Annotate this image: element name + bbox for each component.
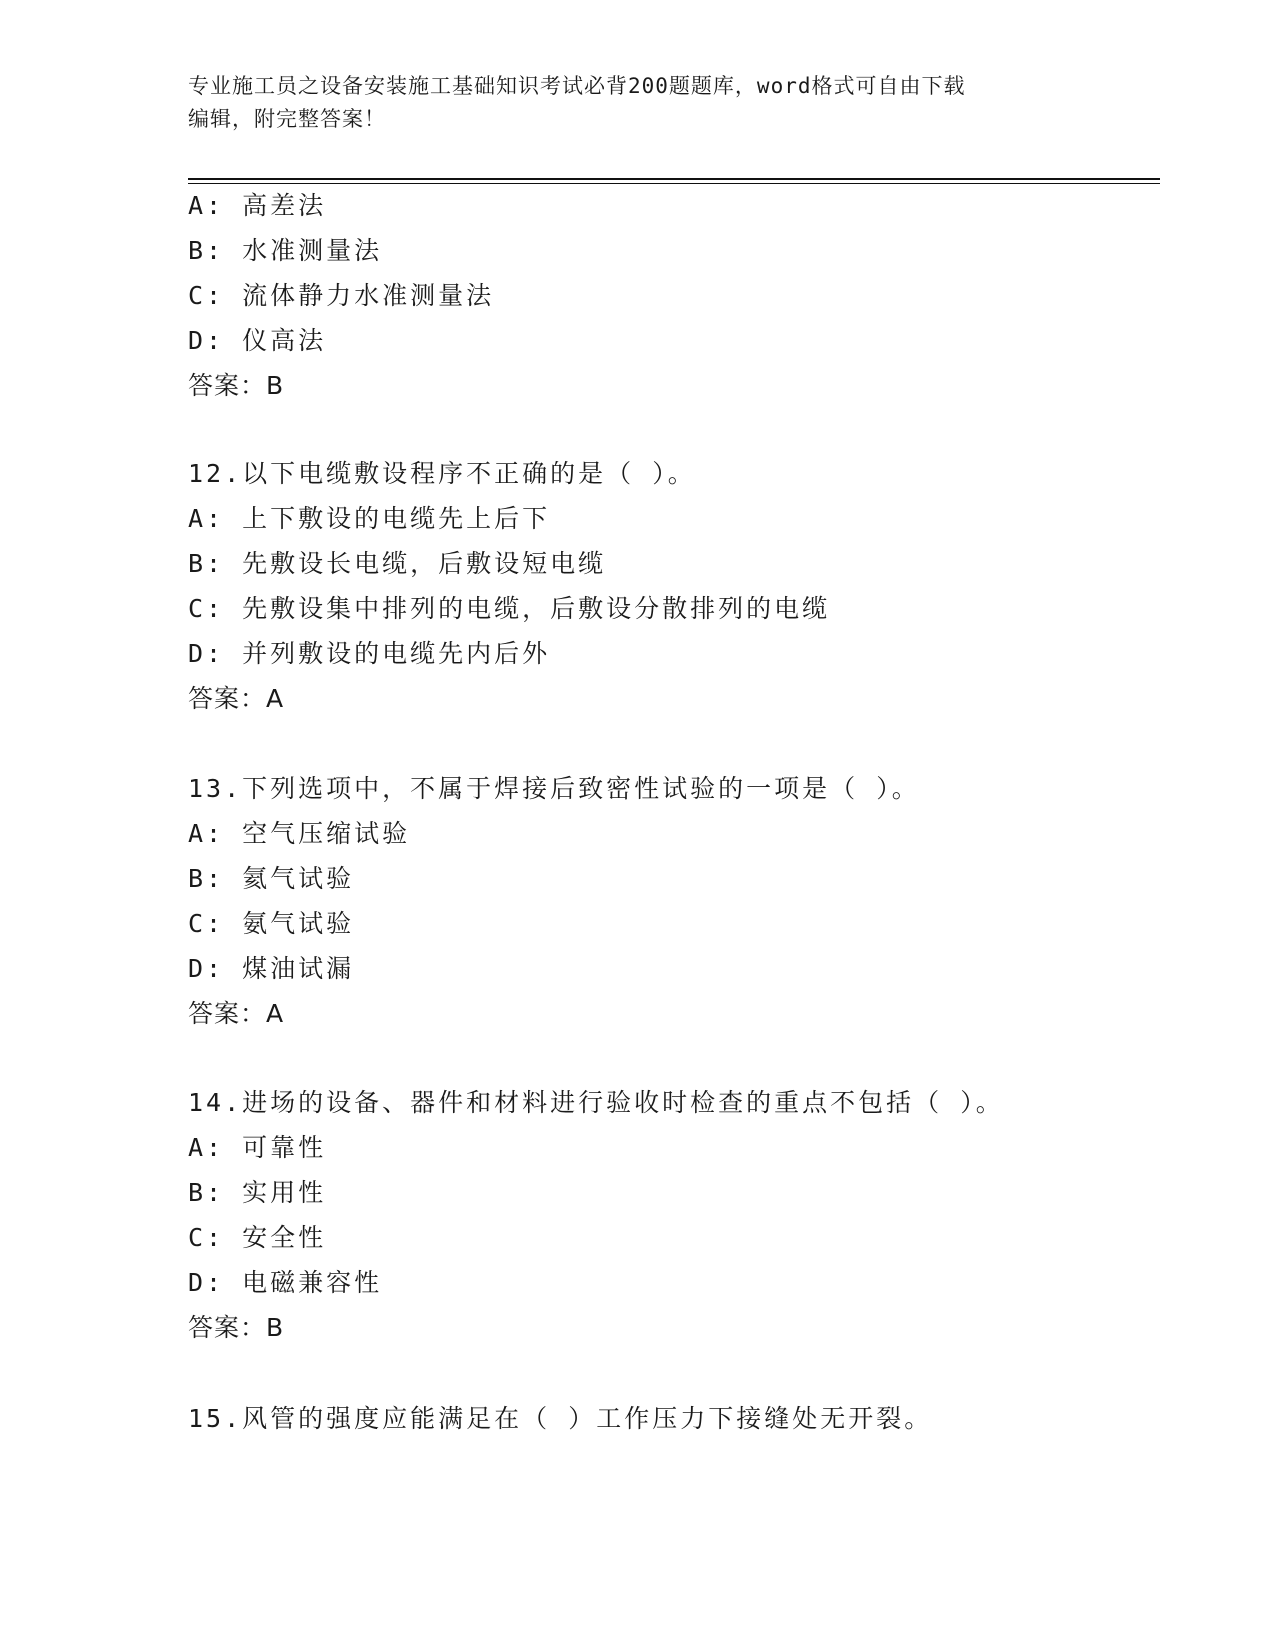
q14-answer: 答案：B xyxy=(188,1313,285,1342)
q11-answer: 答案：B xyxy=(188,371,285,400)
q14-option-a: A: 可靠性 xyxy=(188,1133,327,1162)
header-divider-thick xyxy=(188,178,1160,180)
q15-question: 15.风管的强度应能满足在（ ）工作压力下接缝处无开裂。 xyxy=(188,1404,933,1433)
q13-option-d: D: 煤油试漏 xyxy=(188,954,355,983)
document-header xyxy=(188,70,1088,136)
q11-option-b: B: 水准测量法 xyxy=(188,236,383,265)
q12-option-d: D: 并列敷设的电缆先内后外 xyxy=(188,639,551,668)
q13-question: 13.下列选项中，不属于焊接后致密性试验的一项是（ ）。 xyxy=(188,774,920,803)
q11-option-c: C: 流体静力水准测量法 xyxy=(188,281,495,310)
q13-option-c: C: 氨气试验 xyxy=(188,909,355,938)
q13-answer: 答案：A xyxy=(188,999,285,1028)
q14-question: 14.进场的设备、器件和材料进行验收时检查的重点不包括（ ）。 xyxy=(188,1088,1004,1117)
header-title-line-1: 专业施工员之设备安装施工基础知识考试必背200题题库，word格式可自由下载 xyxy=(188,74,966,98)
q14-option-c: C: 安全性 xyxy=(188,1223,327,1252)
q14-option-d: D: 电磁兼容性 xyxy=(188,1268,383,1297)
q13-option-a: A: 空气压缩试验 xyxy=(188,819,411,848)
q12-option-b: B: 先敷设长电缆，后敷设短电缆 xyxy=(188,549,607,578)
q14-option-b: B: 实用性 xyxy=(188,1178,327,1207)
header-divider-thin xyxy=(188,183,1160,184)
q11-option-d: D: 仪高法 xyxy=(188,326,327,355)
q12-question: 12.以下电缆敷设程序不正确的是（ ）。 xyxy=(188,459,696,488)
q11-option-a: A: 高差法 xyxy=(188,191,327,220)
q12-option-c: C: 先敷设集中排列的电缆，后敷设分散排列的电缆 xyxy=(188,594,831,623)
q12-option-a: A: 上下敷设的电缆先上后下 xyxy=(188,504,551,533)
q13-option-b: B: 氦气试验 xyxy=(188,864,355,893)
q12-answer: 答案：A xyxy=(188,684,285,713)
header-title-line-2: 编辑，附完整答案！ xyxy=(188,107,386,131)
